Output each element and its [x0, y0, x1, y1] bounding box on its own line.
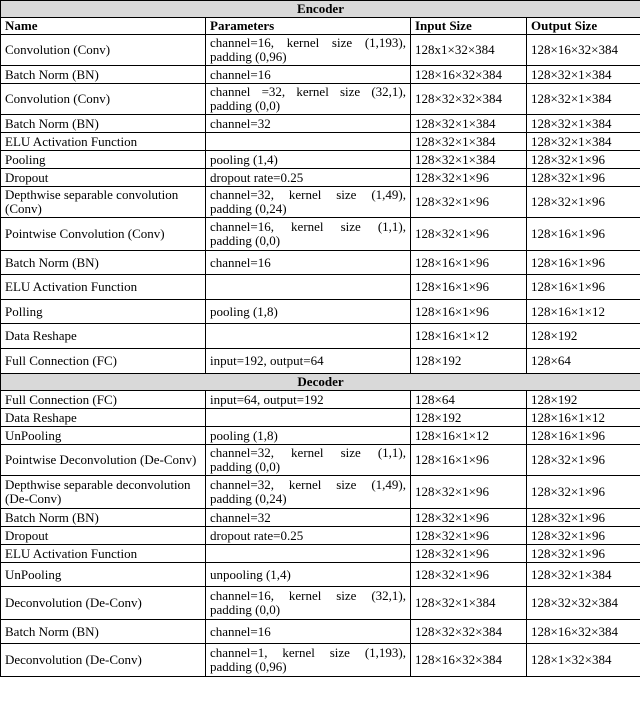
- input-size-cell: 128×16×1×96: [411, 275, 527, 300]
- parameters-cell: pooling (1,8): [206, 427, 411, 445]
- input-size-cell: 128×32×1×384: [411, 133, 527, 151]
- input-size-cell: 128×16×32×384: [411, 644, 527, 677]
- layer-name-cell: Dropout: [1, 527, 206, 545]
- parameters-cell: [206, 324, 411, 349]
- table-row: [1, 35, 640, 66]
- output-size-cell: 128×192: [527, 391, 640, 409]
- parameters-cell: channel=16, kernel size (1,1), padding (0,0): [206, 218, 411, 251]
- table-row: [1, 324, 640, 349]
- output-size-cell: 128×192: [527, 324, 640, 349]
- input-size-cell: 128×32×1×384: [411, 115, 527, 133]
- decoder-rows: [1, 391, 640, 677]
- parameters-cell: dropout rate=0.25: [206, 169, 411, 187]
- decoder-title: Decoder: [1, 374, 640, 391]
- input-size-cell: 128×32×1×96: [411, 563, 527, 587]
- parameters-cell: dropout rate=0.25: [206, 527, 411, 545]
- layer-name-cell: Pointwise Deconvolution (De-Conv): [1, 445, 206, 476]
- output-size-cell: 128×32×1×96: [527, 545, 640, 563]
- table-row: [1, 251, 640, 275]
- table-row: [1, 218, 640, 251]
- output-size-cell: 128×16×1×12: [527, 300, 640, 324]
- input-size-cell: 128×32×1×384: [411, 587, 527, 620]
- parameters-cell: channel=16: [206, 620, 411, 644]
- decoder-section-header: [1, 374, 640, 391]
- output-size-cell: 128×16×32×384: [527, 620, 640, 644]
- table-row: [1, 644, 640, 677]
- input-size-cell: 128×32×1×96: [411, 187, 527, 218]
- layer-name-cell: Depthwise separable convolution (Conv): [1, 187, 206, 218]
- header-name: Name: [1, 18, 206, 35]
- layer-name-cell: Batch Norm (BN): [1, 509, 206, 527]
- output-size-cell: 128×32×1×96: [527, 476, 640, 509]
- input-size-cell: 128×32×1×96: [411, 476, 527, 509]
- input-size-cell: 128×16×1×96: [411, 445, 527, 476]
- parameters-cell: unpooling (1,4): [206, 563, 411, 587]
- input-size-cell: 128×16×32×384: [411, 66, 527, 84]
- parameters-cell: [206, 275, 411, 300]
- output-size-cell: 128×16×1×96: [527, 275, 640, 300]
- table-row: [1, 115, 640, 133]
- table-row: [1, 545, 640, 563]
- layer-name-cell: Polling: [1, 300, 206, 324]
- output-size-cell: 128×32×32×384: [527, 587, 640, 620]
- input-size-cell: 128×64: [411, 391, 527, 409]
- layer-name-cell: ELU Activation Function: [1, 133, 206, 151]
- input-size-cell: 128×32×1×96: [411, 545, 527, 563]
- input-size-cell: 128×16×1×12: [411, 427, 527, 445]
- output-size-cell: 128×32×1×384: [527, 66, 640, 84]
- table-row: [1, 527, 640, 545]
- input-size-cell: 128x1×32×384: [411, 35, 527, 66]
- input-size-cell: 128×32×1×384: [411, 151, 527, 169]
- layer-name-cell: Batch Norm (BN): [1, 66, 206, 84]
- parameters-cell: channel=32, kernel size (1,1), padding (0,0): [206, 445, 411, 476]
- table-row: [1, 445, 640, 476]
- input-size-cell: 128×32×1×96: [411, 509, 527, 527]
- table-row: [1, 133, 640, 151]
- output-size-cell: 128×32×1×384: [527, 84, 640, 115]
- output-size-cell: 128×32×1×384: [527, 563, 640, 587]
- layer-name-cell: Data Reshape: [1, 324, 206, 349]
- encoder-title: Encoder: [1, 1, 640, 18]
- parameters-cell: [206, 545, 411, 563]
- layer-name-cell: Deconvolution (De-Conv): [1, 587, 206, 620]
- parameters-cell: pooling (1,8): [206, 300, 411, 324]
- table-row: [1, 84, 640, 115]
- output-size-cell: 128×64: [527, 349, 640, 374]
- layer-name-cell: Convolution (Conv): [1, 35, 206, 66]
- output-size-cell: 128×16×32×384: [527, 35, 640, 66]
- output-size-cell: 128×32×1×384: [527, 115, 640, 133]
- layer-name-cell: Dropout: [1, 169, 206, 187]
- table-row: [1, 151, 640, 169]
- header-output-size: Output Size: [527, 18, 640, 35]
- parameters-cell: input=192, output=64: [206, 349, 411, 374]
- parameters-cell: pooling (1,4): [206, 151, 411, 169]
- layer-name-cell: Pointwise Convolution (Conv): [1, 218, 206, 251]
- layer-name-cell: Batch Norm (BN): [1, 620, 206, 644]
- parameters-cell: channel =32, kernel size (32,1), padding (0,0): [206, 84, 411, 115]
- layer-name-cell: UnPooling: [1, 563, 206, 587]
- output-size-cell: 128×32×1×96: [527, 509, 640, 527]
- output-size-cell: 128×32×1×96: [527, 151, 640, 169]
- layer-name-cell: Batch Norm (BN): [1, 115, 206, 133]
- input-size-cell: 128×32×32×384: [411, 620, 527, 644]
- table-row: [1, 349, 640, 374]
- table-row: [1, 391, 640, 409]
- input-size-cell: 128×192: [411, 349, 527, 374]
- output-size-cell: 128×1×32×384: [527, 644, 640, 677]
- parameters-cell: channel=16, kernel size (1,193), padding (0,96): [206, 35, 411, 66]
- table-row: [1, 187, 640, 218]
- output-size-cell: 128×16×1×96: [527, 427, 640, 445]
- output-size-cell: 128×32×1×96: [527, 169, 640, 187]
- table-row: [1, 509, 640, 527]
- input-size-cell: 128×32×32×384: [411, 84, 527, 115]
- output-size-cell: 128×16×1×96: [527, 218, 640, 251]
- output-size-cell: 128×32×1×96: [527, 445, 640, 476]
- input-size-cell: 128×192: [411, 409, 527, 427]
- input-size-cell: 128×16×1×96: [411, 251, 527, 275]
- layer-name-cell: Deconvolution (De-Conv): [1, 644, 206, 677]
- layer-name-cell: Depthwise separable deconvolution (De-Conv): [1, 476, 206, 509]
- parameters-cell: channel=32: [206, 115, 411, 133]
- table-row: [1, 587, 640, 620]
- output-size-cell: 128×32×1×96: [527, 187, 640, 218]
- parameters-cell: channel=32: [206, 509, 411, 527]
- layer-name-cell: ELU Activation Function: [1, 545, 206, 563]
- table-row: [1, 409, 640, 427]
- output-size-cell: 128×32×1×96: [527, 527, 640, 545]
- parameters-cell: channel=16: [206, 251, 411, 275]
- layer-name-cell: Full Connection (FC): [1, 391, 206, 409]
- input-size-cell: 128×32×1×96: [411, 527, 527, 545]
- output-size-cell: 128×32×1×384: [527, 133, 640, 151]
- parameters-cell: [206, 133, 411, 151]
- table-row: [1, 620, 640, 644]
- input-size-cell: 128×32×1×96: [411, 169, 527, 187]
- table-row: [1, 427, 640, 445]
- column-header-row: [1, 18, 640, 35]
- input-size-cell: 128×16×1×96: [411, 300, 527, 324]
- header-parameters: Parameters: [206, 18, 411, 35]
- table-row: [1, 66, 640, 84]
- layer-name-cell: Batch Norm (BN): [1, 251, 206, 275]
- layer-name-cell: Data Reshape: [1, 409, 206, 427]
- table-row: [1, 300, 640, 324]
- table-row: [1, 275, 640, 300]
- input-size-cell: 128×32×1×96: [411, 218, 527, 251]
- layer-name-cell: Pooling: [1, 151, 206, 169]
- layer-name-cell: ELU Activation Function: [1, 275, 206, 300]
- parameters-cell: [206, 409, 411, 427]
- output-size-cell: 128×16×1×12: [527, 409, 640, 427]
- table-row: [1, 169, 640, 187]
- table-row: [1, 476, 640, 509]
- parameters-cell: input=64, output=192: [206, 391, 411, 409]
- layer-name-cell: Convolution (Conv): [1, 84, 206, 115]
- parameters-cell: channel=32, kernel size (1,49), padding (0,24): [206, 187, 411, 218]
- table-row: [1, 563, 640, 587]
- layer-name-cell: UnPooling: [1, 427, 206, 445]
- parameters-cell: channel=16, kernel size (32,1), padding (0,0): [206, 587, 411, 620]
- layer-name-cell: Full Connection (FC): [1, 349, 206, 374]
- header-input-size: Input Size: [411, 18, 527, 35]
- parameters-cell: channel=1, kernel size (1,193), padding (0,96): [206, 644, 411, 677]
- input-size-cell: 128×16×1×12: [411, 324, 527, 349]
- encoder-section-header: [1, 1, 640, 18]
- encoder-rows: [1, 35, 640, 374]
- output-size-cell: 128×16×1×96: [527, 251, 640, 275]
- parameters-cell: channel=16: [206, 66, 411, 84]
- parameters-cell: channel=32, kernel size (1,49), padding (0,24): [206, 476, 411, 509]
